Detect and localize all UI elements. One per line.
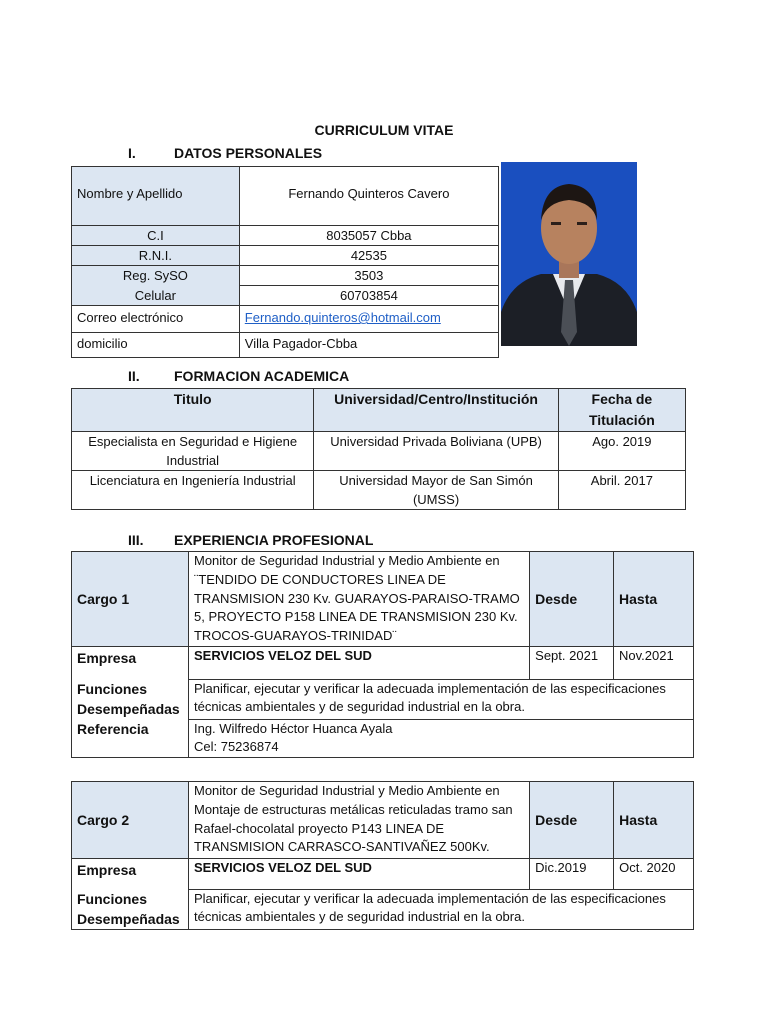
hasta-value: Nov.2021: [614, 647, 694, 680]
col-header-titulo: Titulo: [72, 389, 314, 432]
address-label: domicilio: [72, 333, 240, 358]
name-label: Nombre y Apellido: [72, 167, 240, 226]
referencia-name: Ing. Wilfredo Héctor Huanca Ayala: [193, 720, 393, 736]
cargo-description: Monitor de Seguridad Industrial y Medio Ambiente en Montaje de estructuras metálicas reticuladas tramo san Rafael-chocolatal proyecto P143 LINEA DE TRANSMISION CARRASCO-SANTIVAÑEZ 500Kv.: [188, 782, 529, 859]
hasta-label: Hasta: [614, 552, 694, 647]
reg-label: Reg. SySO: [72, 266, 240, 286]
funciones-value: Planificar, ejecutar y verificar la adecuada implementación de las especificaciones técnicas ambientales y de seguridad industrial en la obra.: [188, 889, 693, 930]
section-number: III.: [128, 532, 144, 548]
empresa-label: Empresa: [72, 859, 189, 890]
table-row: [72, 471, 686, 510]
cargo-description: Monitor de Seguridad Industrial y Medio Ambiente en ¨TENDIDO DE CONDUCTORES LINEA DE TRANSMISION 230 Kv. GUARAYOS-PARAISO-TRAMO 5, PROYECTO P158 LINEA DE TRANSMISION 230 Kv. TROCOS-GUARAYOS-TRINIDAD¨: [188, 552, 529, 647]
funciones-label: Funciones Desempeñadas: [72, 679, 189, 719]
referencia-value: [188, 719, 693, 758]
rni-value: 42535: [239, 246, 498, 266]
desde-value: Dic.2019: [530, 859, 614, 890]
section-heading: FORMACION ACADEMICA: [174, 368, 350, 384]
academic-table: [71, 388, 686, 510]
document-title: CURRICULUM VITAE: [314, 122, 454, 138]
referencia-phone: Cel: 75236874: [193, 739, 279, 755]
desde-label: Desde: [530, 552, 614, 647]
ci-value: 8035057 Cbba: [239, 226, 498, 246]
empresa-value: SERVICIOS VELOZ DEL SUD: [188, 859, 529, 890]
email-cell: [239, 306, 498, 333]
rni-label: R.N.I.: [72, 246, 240, 266]
section-number: II.: [128, 368, 140, 384]
experience-table-1: [71, 551, 694, 758]
col-header-universidad: Universidad/Centro/Institución: [314, 389, 558, 432]
personal-data-table: [71, 166, 499, 358]
table-row: [72, 432, 686, 471]
email-label: Correo electrónico: [72, 306, 240, 333]
hasta-label: Hasta: [614, 782, 694, 859]
col-header-fecha: Fecha de Titulación: [558, 389, 685, 432]
date-cell: Ago. 2019: [558, 432, 685, 471]
cel-label: Celular: [72, 286, 240, 306]
profile-photo: [501, 162, 637, 346]
cargo-label: Cargo 2: [72, 782, 189, 859]
hasta-value: Oct. 2020: [614, 859, 694, 890]
section-heading: EXPERIENCIA PROFESIONAL: [174, 532, 374, 548]
cel-value: 60703854: [239, 286, 498, 306]
email-link[interactable]: Fernando.quinteros@hotmail.com: [244, 310, 441, 325]
empresa-value: SERVICIOS VELOZ DEL SUD: [188, 647, 529, 680]
desde-value: Sept. 2021: [530, 647, 614, 680]
degree-cell: Licenciatura en Ingeniería Industrial: [72, 471, 314, 510]
institution-cell: Universidad Mayor de San Simón (UMSS): [314, 471, 558, 510]
desde-label: Desde: [530, 782, 614, 859]
section-heading: DATOS PERSONALES: [174, 145, 323, 161]
degree-cell: Especialista en Seguridad e Higiene Industrial: [72, 432, 314, 471]
institution-cell: Universidad Privada Boliviana (UPB): [314, 432, 558, 471]
portrait-illustration: [501, 162, 637, 346]
date-cell: Abril. 2017: [558, 471, 685, 510]
ci-label: C.I: [72, 226, 240, 246]
funciones-value: Planificar, ejecutar y verificar la adecuada implementación de las especificaciones técnicas ambientales y de seguridad industrial en la obra.: [188, 679, 693, 719]
empresa-label: Empresa: [72, 647, 189, 680]
experience-table-2: [71, 781, 694, 930]
funciones-label: Funciones Desempeñadas: [72, 889, 189, 930]
name-value: Fernando Quinteros Cavero: [239, 167, 498, 226]
section-number: I.: [128, 145, 136, 161]
address-value: Villa Pagador-Cbba: [239, 333, 498, 358]
reg-value: 3503: [239, 266, 498, 286]
cargo-label: Cargo 1: [72, 552, 189, 647]
referencia-label: Referencia: [72, 719, 189, 758]
